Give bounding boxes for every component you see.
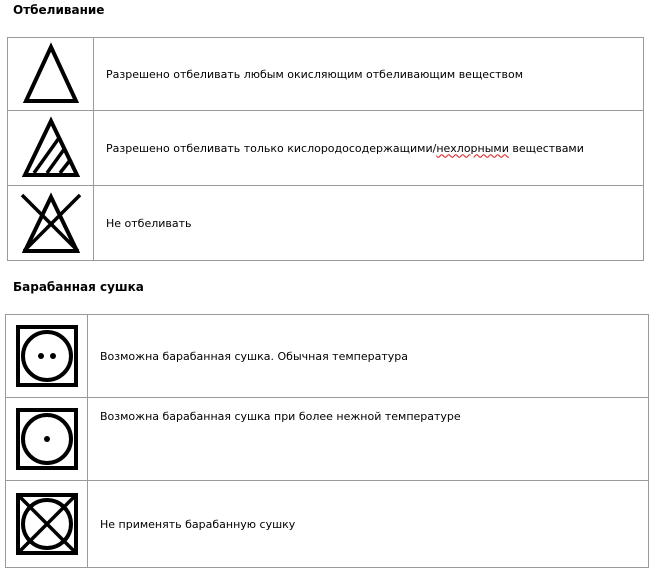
bleach-oxygen-text-marked: нехлорными xyxy=(436,141,509,155)
table-row xyxy=(8,111,644,186)
bleaching-table xyxy=(7,37,644,261)
no-bleach-crossed-triangle-icon xyxy=(8,191,93,255)
icon-cell xyxy=(6,315,88,398)
icon-cell xyxy=(8,186,94,261)
tumble-dry-heading: Барабанная сушка xyxy=(13,280,144,294)
icon-cell xyxy=(8,38,94,111)
bleach-any-text: Разрешено отбеливать любым окисляющим отбеливающим веществом xyxy=(94,38,644,111)
tumble-dry-table xyxy=(5,314,649,568)
bleach-oxygen-text-end: веществами xyxy=(508,141,584,155)
bleach-oxygen-text-start: Разрешено отбеливать только кислородосодержащими/ xyxy=(106,141,437,155)
tumble-dry-low-text: Возможна барабанная сушка при более нежной температуре xyxy=(88,398,649,481)
tumble-dry-one-dot-icon xyxy=(6,407,87,471)
table-row xyxy=(8,186,644,261)
tumble-dry-normal-text: Возможна барабанная сушка. Обычная температура xyxy=(88,315,649,398)
no-bleach-text: Не отбеливать xyxy=(94,186,644,261)
bleach-oxygen-text xyxy=(94,111,644,186)
bleach-oxygen-triangle-icon xyxy=(8,116,93,180)
tumble-dry-two-dots-icon xyxy=(6,324,87,388)
table-row xyxy=(6,398,649,481)
bleach-triangle-icon xyxy=(8,42,93,106)
bleaching-heading: Отбеливание xyxy=(13,3,105,17)
no-tumble-dry-icon xyxy=(6,492,87,556)
icon-cell xyxy=(8,111,94,186)
table-row xyxy=(6,481,649,568)
table-row xyxy=(8,38,644,111)
no-tumble-dry-text: Не применять барабанную сушку xyxy=(88,481,649,568)
icon-cell xyxy=(6,398,88,481)
icon-cell xyxy=(6,481,88,568)
table-row xyxy=(6,315,649,398)
